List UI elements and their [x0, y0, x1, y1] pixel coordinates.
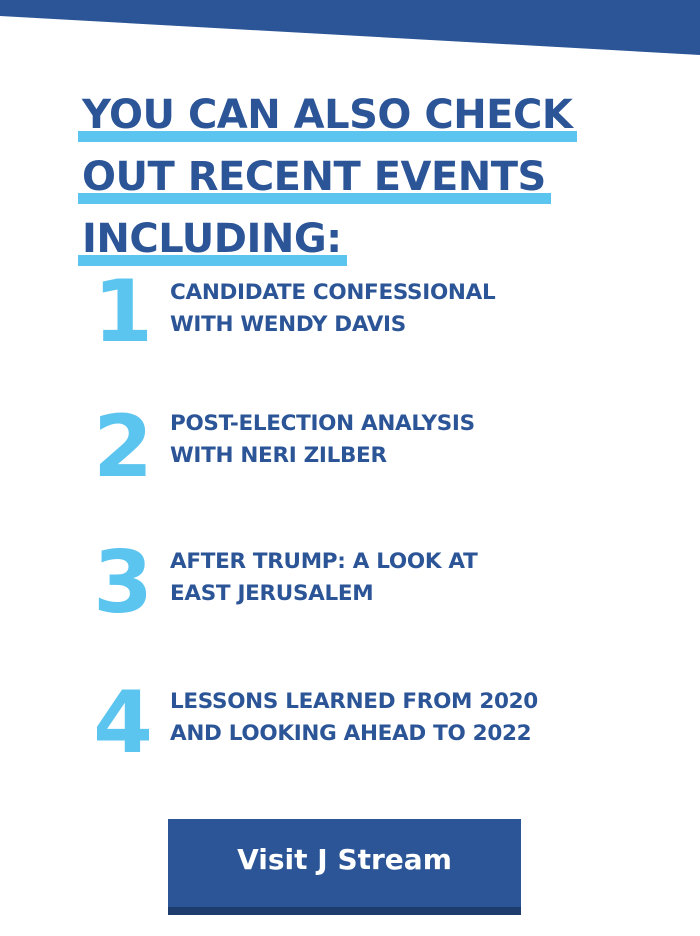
- event-title-line-1: POST-ELECTION ANALYSIS: [170, 411, 475, 436]
- event-number: 3: [93, 533, 153, 633]
- event-title-line-2: WITH WENDY DAVIS: [170, 312, 406, 337]
- event-title: [170, 686, 610, 750]
- event-title: [170, 408, 610, 472]
- headline-line-3: INCLUDING:: [78, 208, 347, 270]
- visit-j-stream-button[interactable]: [168, 819, 521, 915]
- event-title-line-1: AFTER TRUMP: A LOOK AT: [170, 549, 478, 574]
- headline: [78, 84, 577, 270]
- event-title-line-2: EAST JERUSALEM: [170, 581, 374, 606]
- event-number: 1: [93, 262, 153, 362]
- event-title-line-1: CANDIDATE CONFESSIONAL: [170, 280, 496, 305]
- event-title-line-1: LESSONS LEARNED FROM 2020: [170, 689, 538, 714]
- event-title-line-2: AND LOOKING AHEAD TO 2022: [170, 721, 532, 746]
- event-title: [170, 277, 610, 341]
- event-number: 4: [93, 673, 153, 773]
- headline-line-1: YOU CAN ALSO CHECK: [78, 84, 577, 146]
- top-banner-shape: [0, 0, 700, 60]
- event-title: [170, 546, 610, 610]
- event-number: 2: [93, 397, 153, 497]
- headline-line-2: OUT RECENT EVENTS: [78, 146, 551, 208]
- event-title-line-2: WITH NERI ZILBER: [170, 443, 387, 468]
- visit-j-stream-button-label: Visit J Stream: [168, 819, 521, 907]
